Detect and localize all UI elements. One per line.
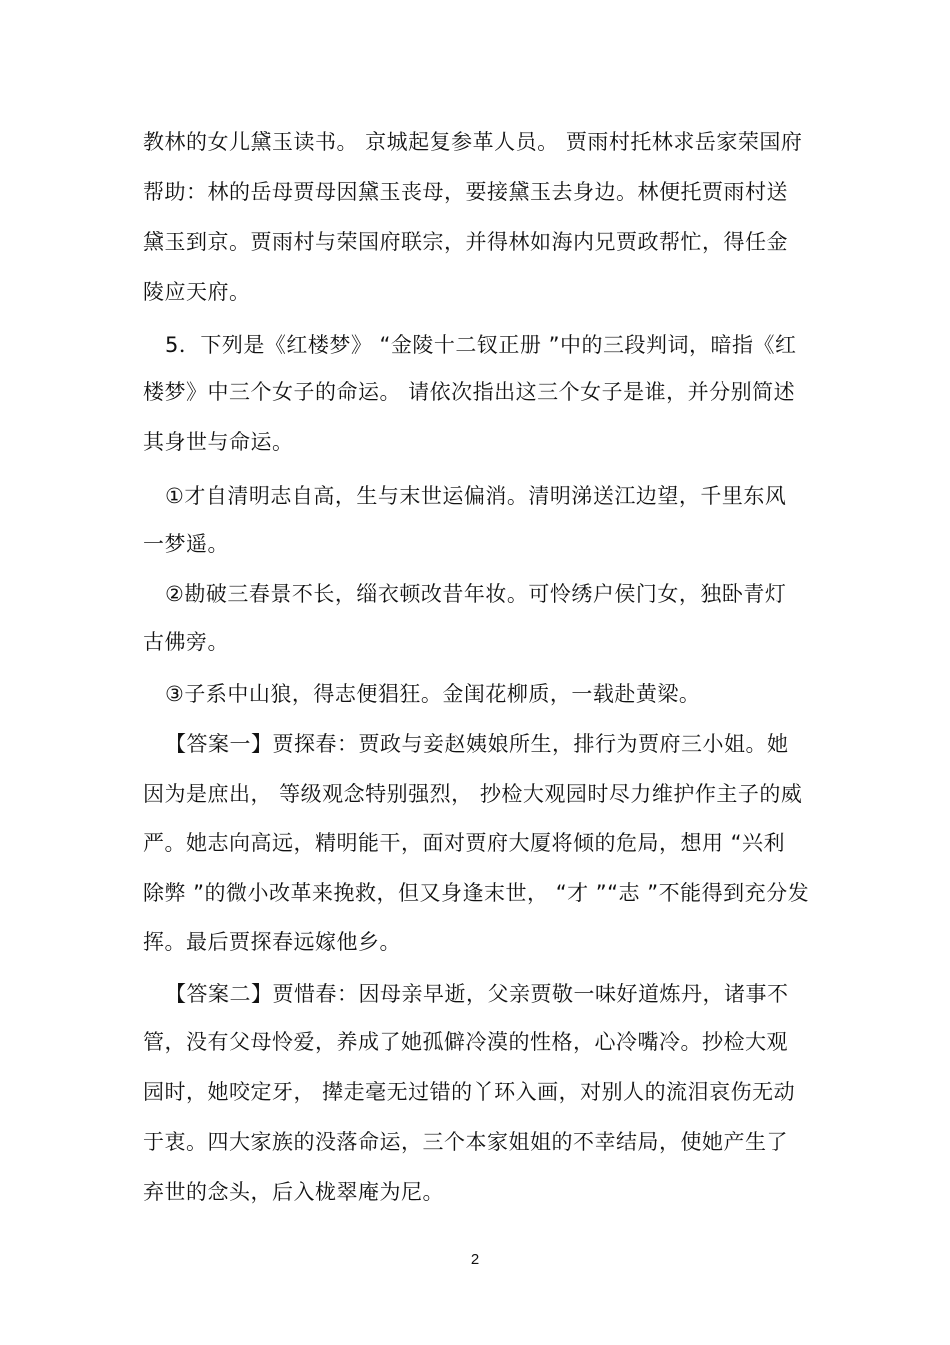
text-line: 挥。最后贾探春远嫁他乡。 [143,930,401,954]
text-line: 楼梦》中三个女子的命运。 请依次指出这三个女子是谁，并分别简述 [143,380,796,404]
question-line: 5．下列是《红楼梦》 “金陵十二钗正册 ”中的三段判词，暗指《红 [165,333,797,357]
poem-line: ③子系中山狼，得志便猖狂。金闺花柳质，一载赴黄梁。 [165,682,701,706]
text-line: 其身世与命运。 [143,430,294,454]
text-line: 严。她志向高远，精明能干，面对贾府大厦将倾的危局，想用 “兴利 [143,831,786,855]
text-line: 因为是庶出， 等级观念特别强烈， 抄检大观园时尽力维护作主子的威 [143,782,803,806]
page-number: 2 [470,1251,480,1268]
answer-line: 【答案二】贾惜春：因母亲早逝，父亲贾敬一味好道炼丹，诸事不 [165,982,789,1006]
text-line: 管，没有父母怜爱，养成了她孤僻冷漠的性格，心冷嘴冷。抄检大观 [143,1030,788,1054]
text-line: 古佛旁。 [143,630,229,654]
poem-line: ①才自清明志自高，生与末世运偏消。清明涕送江边望，千里东风 [165,484,787,508]
text-line: 黛玉到京。贾雨村与荣国府联宗，并得林如海内兄贾政帮忙，得任金 [143,230,788,254]
text-line: 园时，她咬定牙， 撵走毫无过错的丫环入画，对别人的流泪哀伤无动 [143,1080,796,1104]
text-line: 一梦遥。 [143,532,229,556]
text-line: 于衷。四大家族的没落命运，三个本家姐姐的不幸结局，使她产生了 [143,1130,788,1154]
answer-line: 【答案一】贾探春：贾政与妾赵姨娘所生，排行为贾府三小姐。她 [165,732,789,756]
poem-line: ②勘破三春景不长，缁衣顿改昔年妆。可怜绣户侯门女，独卧青灯 [165,582,787,606]
text-line: 除弊 ”的微小改革来挽救，但又身逢末世， “才 ”“志 ”不能得到充分发 [143,881,810,905]
text-line: 陵应天府。 [143,280,251,304]
text-line: 教林的女儿黛玉读书。 京城起复参革人员。 贾雨村托林求岳家荣国府 [143,130,803,154]
text-line: 弃世的念头，后入栊翠庵为尼。 [143,1180,444,1204]
text-line: 帮助：林的岳母贾母因黛玉丧母，要接黛玉去身边。林便托贾雨村送 [143,180,788,204]
